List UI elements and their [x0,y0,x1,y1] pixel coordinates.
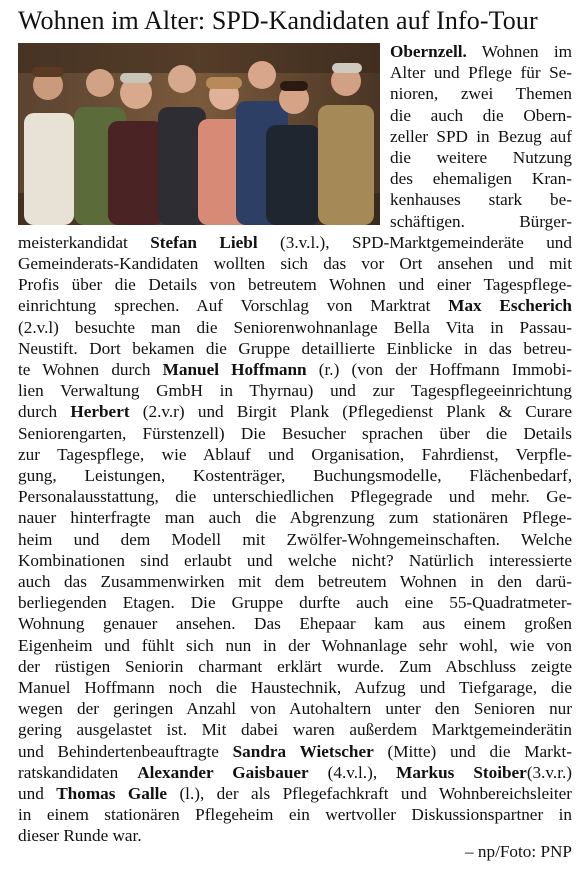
text-line [18,274,572,295]
text-run: schäftigen. Bürger- [390,212,572,231]
text-line [18,571,572,592]
text-run: und [18,784,57,803]
text-line [18,444,572,465]
text-line [18,656,572,677]
text-run: und Behindertenbeauftragte [18,742,233,761]
text-line [390,147,572,168]
text-run: die auch die Obern- [390,106,572,125]
text-run: (3.v.r.) [526,763,572,782]
bold-name: Thomas Galle [56,784,168,803]
bold-name: Sandra Wietscher [232,742,374,761]
text-line [18,783,572,804]
text-line [390,168,572,189]
text-run: (3.v.l.), SPD-Marktgemeinderäte und [257,233,572,252]
text-run: ratskandidaten [18,763,138,782]
text-line [390,83,572,104]
text-run: Kombinationen sind erlaubt und welche nicht? Natürlich interessierte [18,551,572,570]
text-line [18,529,572,550]
text-line [390,211,572,232]
text-line [18,698,572,719]
text-line [18,804,572,825]
text-line [18,613,572,634]
text-line [18,253,572,274]
text-run: in einem stationären Pflegeheim ein wertvoller Diskussionspartner in [18,805,572,824]
text-line [18,338,572,359]
text-line [390,62,572,83]
text-run: gung, Leistungen, Kostenträger, Buchungsmodelle, Flächenbedarf, [18,466,572,485]
text-line [18,232,572,253]
text-run: berliegenden Etagen. Die Gruppe durfte auch eine 55-Quadratmeter- [18,593,572,612]
text-run: Seniorengarten, Fürstenzell) Die Besucher sprachen über die Details [18,424,572,443]
text-run: (l.), der als Pflegefachkraft und Wohnbereichsleiter [167,784,573,803]
text-run: Alter und Pflege für Se- [390,63,572,82]
text-run: Profis über die Details von betreutem Wohnen und einer Tagespflege- [18,275,572,294]
text-line [18,635,572,656]
text-run: Eigenheim und fühlt sich nun in der Wohnanlage sehr wohl, wie von [18,636,572,655]
text-run: durch [18,402,71,421]
group-photo [18,43,380,225]
bold-name: Max Escherich [448,296,572,315]
text-run: heim und dem Modell mit Zwölfer-Wohngemeinschaften. Welche [18,530,572,549]
bold-name: Obernzell. [390,42,467,61]
text-line [18,677,572,698]
text-run: dieser Runde war. [18,826,142,845]
bold-name: Markus Stoiber [396,763,527,782]
text-run: (Mitte) und die Markt- [373,742,572,761]
text-line [390,126,572,147]
photo-credit: – np/Foto: PNP [465,842,572,861]
text-line [18,317,572,338]
text-run: lien Verwaltung GmbH in Thyrnau) und zur Tagespflegeeinrichtung [18,381,572,400]
text-run: (2.v.r) und Birgit Plank (Pflegedienst Plank & Curare [129,402,572,421]
text-run: Personalausstattung, die unterschiedlichen Pflegegrade und mehr. Ge- [18,487,572,506]
text-run: (r.) (von der Hoffmann Immobi- [306,360,572,379]
text-run: einrichtung sprechen. Auf Vorschlag von Marktrat [18,296,449,315]
text-run: zur Tagespflege, wie Ablauf und Organisation, Fahrdienst, Verpfle- [18,445,572,464]
text-line [18,465,572,486]
text-run: meisterkandidat [18,233,151,252]
text-run: (4.v.l.), [308,763,397,782]
text-line [18,550,572,571]
text-line [18,401,572,422]
headline: Wohnen im Alter: SPD-Kandidaten auf Info-Tour [18,6,538,35]
text-line [18,507,572,528]
text-run: Manuel Hoffmann noch die Haustechnik, Aufzug und Tiefgarage, die [18,678,572,697]
text-run: Wohnen im [466,42,572,61]
text-line [18,295,572,316]
text-line [18,762,572,783]
bold-name: Herbert [70,402,130,421]
text-run: Gemeinderats-Kandidaten wollten sich das vor Ort ansehen und mit [18,254,572,273]
text-run: zeller SPD in Bezug auf [390,127,572,146]
text-run: der rüstigen Seniorin charmant erklärt wurde. Zum Abschluss zeigte [18,657,572,676]
text-run: Neustift. Dort bekamen die Gruppe detaillierte Einblicke in das betreu- [18,339,572,358]
text-line [18,423,572,444]
text-line [18,719,572,740]
text-line [18,380,572,401]
text-line [390,105,572,126]
text-run: kenhauses stark be- [390,190,572,209]
text-run: (2.v.l) besuchte man die Seniorenwohnanlage Bella Vita in Passau- [18,318,572,337]
bold-name: Stefan Liebl [150,233,258,252]
bold-name: Manuel Hoffmann [162,360,307,379]
text-run: wegen der geringen Anzahl von Autohaltern unter den Senioren nur [18,699,572,718]
text-line [18,741,572,762]
text-run: nioren, zwei Themen [390,84,572,103]
text-run: auch das Zusammenwirken mit dem betreutem Wohnen in den darü- [18,572,572,591]
text-run: die weitere Nutzung [390,148,572,167]
text-line [18,486,572,507]
text-run: te Wohnen durch [18,360,163,379]
text-run: gering ausgelastet ist. Mit dabei waren außerdem Marktgemeinderätin [18,720,572,739]
text-line [18,592,572,613]
text-run: nauer hinterfragte man auch die Abgrenzung zum stationären Pflege- [18,508,572,527]
text-line [18,359,572,380]
text-line [390,41,572,62]
text-line [390,189,572,210]
text-run: Wohnung genauer ansehen. Das Ehepaar kam aus einem großen [18,614,572,633]
text-run: des ehemaligen Kran- [390,169,572,188]
group-photo-drawing [18,43,380,225]
bold-name: Alexander Gaisbauer [137,763,309,782]
